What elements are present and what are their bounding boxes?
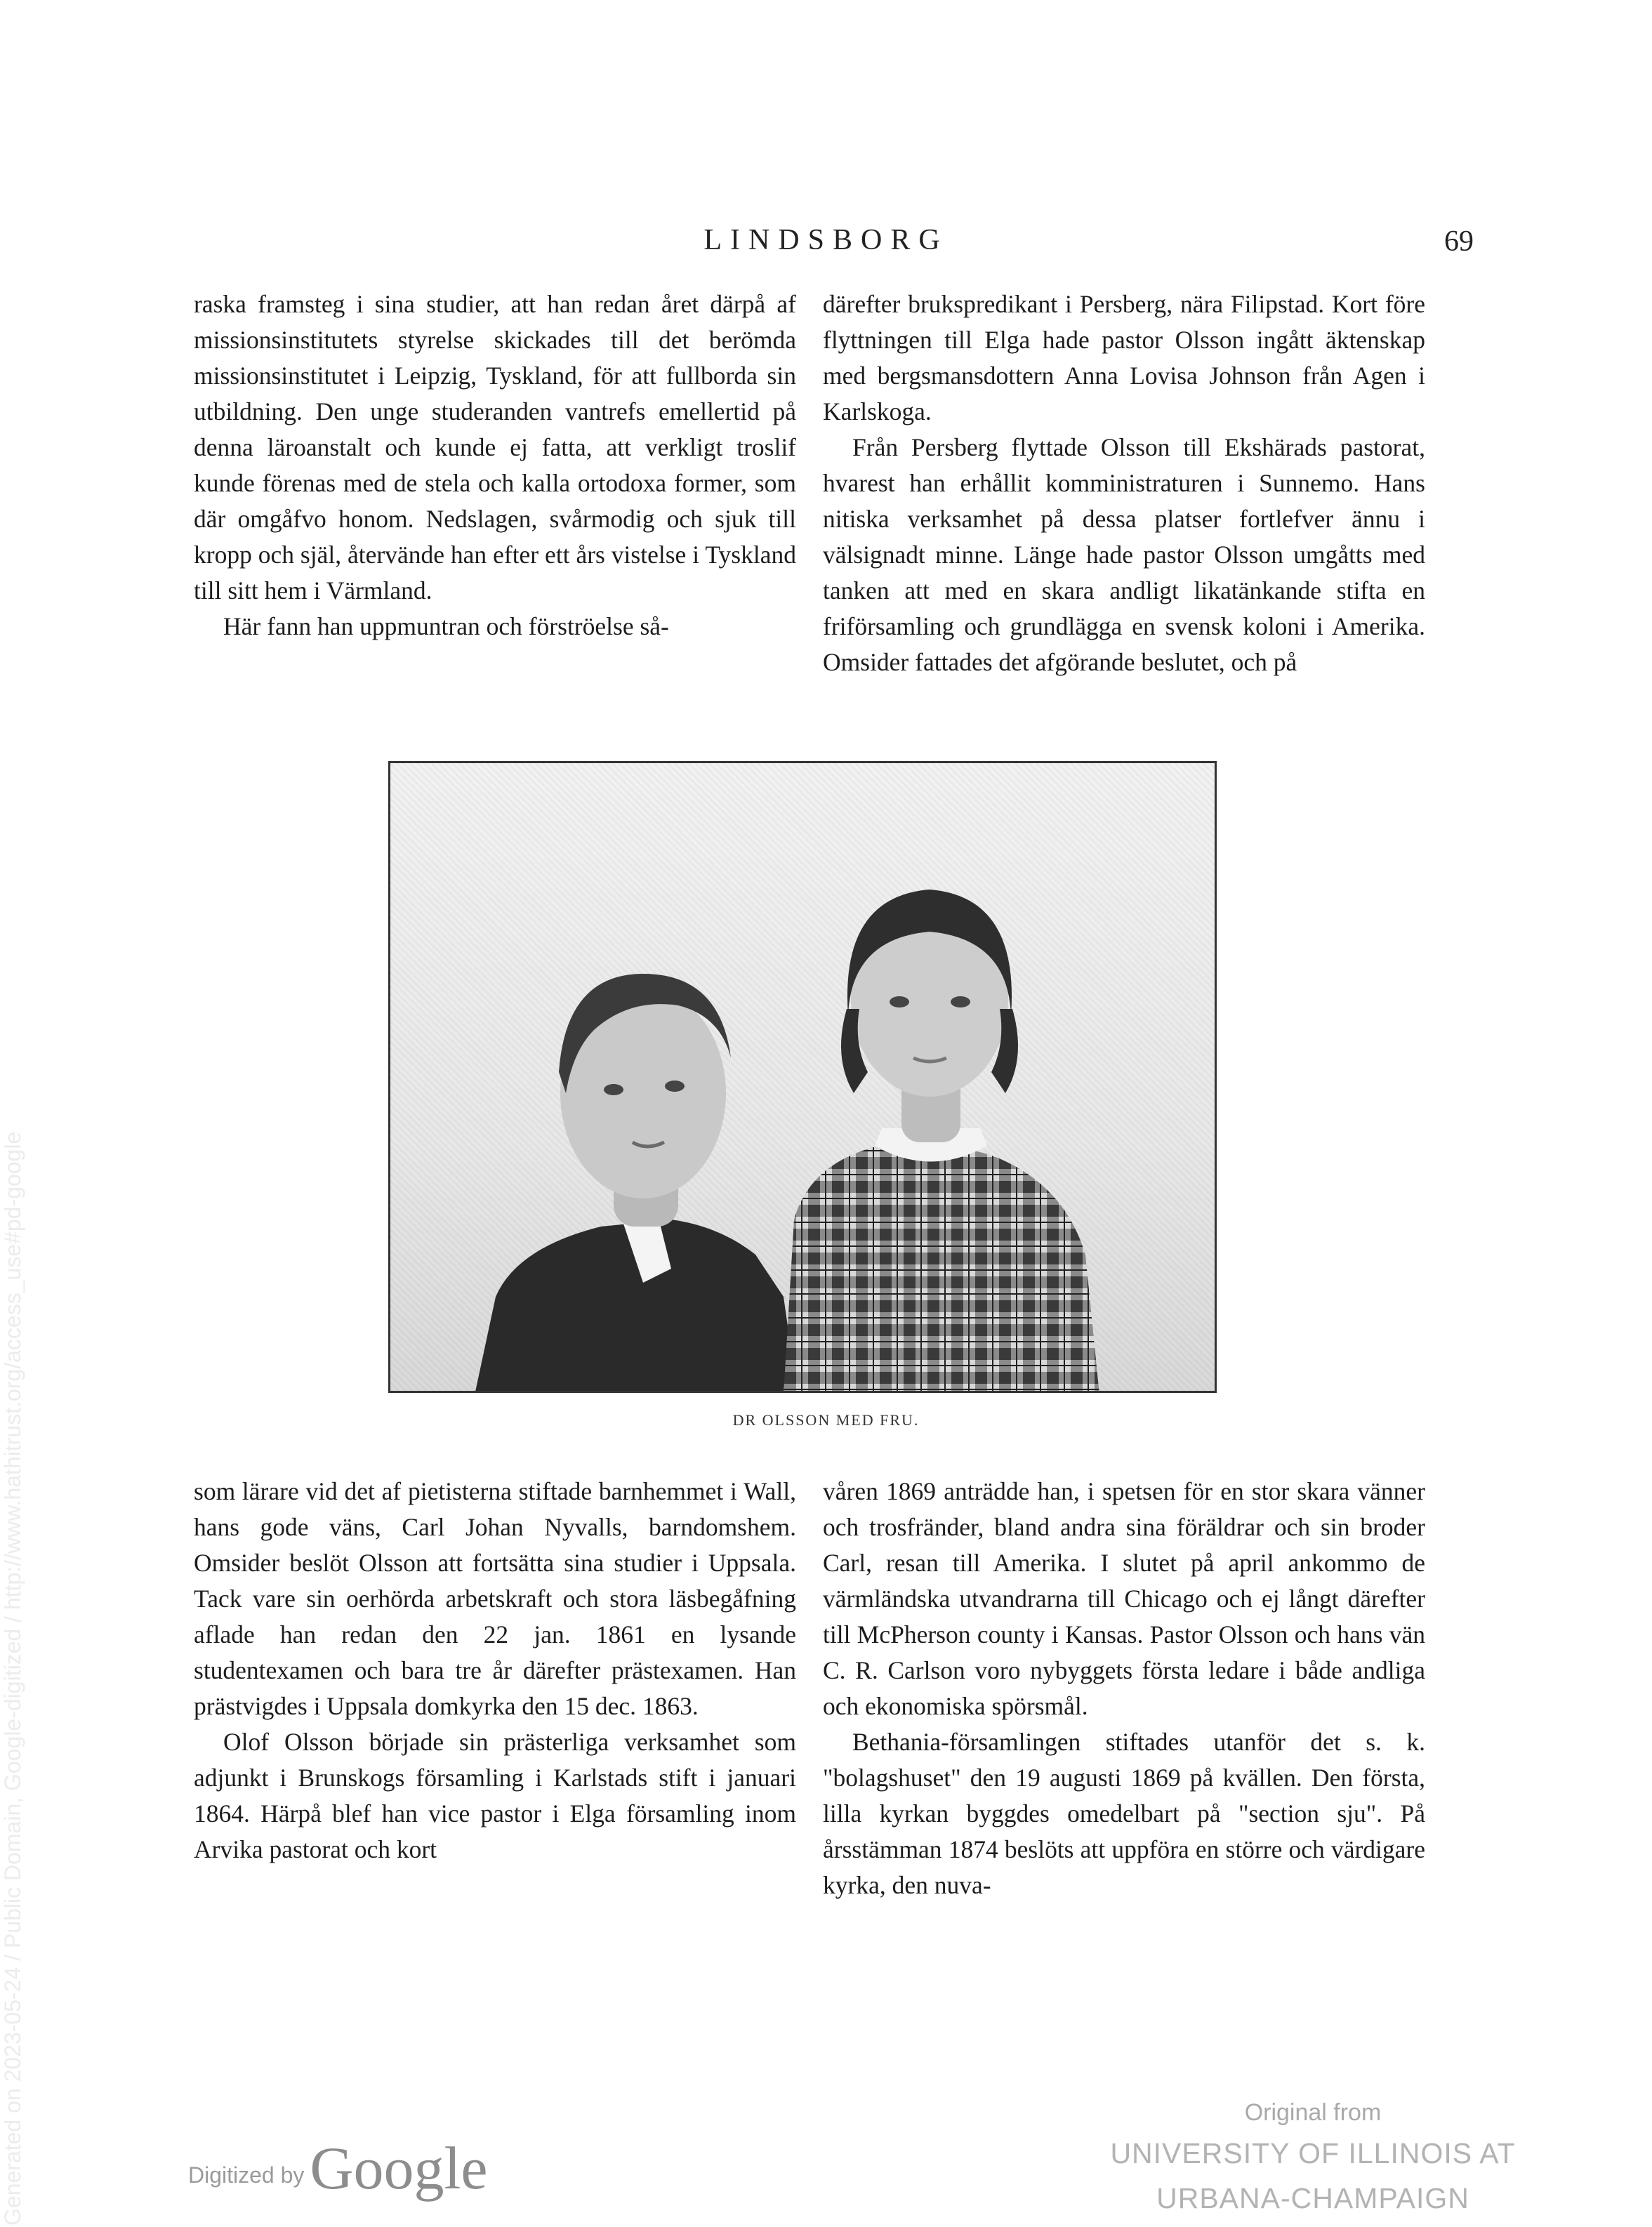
figure-caption: DR OLSSON MED FRU. (732, 1411, 920, 1429)
original-from-label: Original from (1244, 2099, 1382, 2126)
digitized-by-label: Digitized by (188, 2162, 305, 2188)
page-number: 69 (1444, 225, 1474, 258)
paragraph: våren 1869 anträdde han, i spetsen för en stor skara vänner och trosfränder, bland andra sina föräldrar och sin broder Carl, resan till Amerika. I slutet på april ankommo de värmländska utvandrarna till Chicago och ej långt därefter till McPherson county i Kansas. Pastor Olsson och hans vän C. R. Carlson voro nybyggets första ledare i både andliga och ekonomiska spörsmål. (823, 1477, 1425, 1720)
portrait-photograph (388, 761, 1217, 1393)
paragraph: Olof Olsson började sin prästerliga verksamhet som adjunkt i Brunskogs församling i Karlstads stift i januari 1864. Härpå blef han vice pastor i Elga församling inom Arvika pastorat och kort (194, 1728, 796, 1863)
paragraph: raska framsteg i sina studier, att han redan året därpå af missionsinstitutets styrelse skickades till det berömda missionsinstitutet i Leipzig, Tyskland, för att fullborda sin utbildning. Den unge studeranden vantrefs emellertid på denna läroanstalt och kunde ej fatta, att verkligt troslif kunde förenas med de stela och kalla ortodoxa former, som där omgåfvo honom. Nedslagen, svårmodig och sjuk till kropp och själ, återvände han efter ett års vistelse i Tyskland till sitt hem i Värmland. (194, 290, 796, 604)
text-column-bottom-right (823, 1474, 1425, 1903)
text-column-top-right (823, 286, 1425, 680)
side-watermark: Generated on 2023-05-24 / Public Domain, Google-digitized / http://www.hathitrust.org/access_use#pd-google (0, 1131, 25, 2226)
running-header-title: LINDSBORG (703, 224, 949, 256)
paragraph: därefter brukspredikant i Persberg, nära Filipstad. Kort före flyttningen till Elga hade pastor Olsson ingått äktenskap med bergsmansdottern Anna Lovisa Johnson från Agen i Karlskoga. (823, 290, 1425, 425)
paragraph: Här fann han uppmuntran och förströelse så- (223, 612, 669, 640)
paragraph: som lärare vid det af pietisterna stiftade barnhemmet i Wall, hans gode väns, Carl Johan Nyvalls, barndomshem. Omsider beslöt Olsson att fortsätta sina studier i Uppsala. Tack vare sin oerhörda arbetskraft och stora läsbegåfning aflade han redan den 22 jan. 1861 en lysande studentexamen och bara tre år därefter prästexamen. Han prästvigdes i Uppsala domkyrka den 15 dec. 1863. (194, 1477, 796, 1720)
man-figure (475, 974, 798, 1393)
text-column-bottom-left (194, 1474, 796, 1868)
paragraph: Bethania-församlingen stiftades utanför det s. k. "bolagshuset" den 19 augusti 1869 på kvällen. Den första, lilla kyrkan byggdes omedelbart på "section sju". På årsstämman 1874 beslöts att uppföra en större och värdigare kyrka, den nuva- (823, 1728, 1425, 1899)
institution-line-1: UNIVERSITY OF ILLINOIS AT (1110, 2137, 1516, 2169)
google-logo: Google (310, 2134, 488, 2202)
digitized-by-google-watermark (188, 2133, 488, 2203)
text-column-top-left (194, 286, 796, 645)
woman-figure (784, 890, 1099, 1393)
portrait-illustration (390, 763, 1217, 1393)
paragraph: Från Persberg flyttade Olsson till Ekshärads pastorat, hvarest han erhållit komministraturen i Sunnemo. Hans nitiska verksamhet på dessa platser fortlefver ännu i välsignadt minne. Länge hade pastor Olsson umgåtts med tanken att med en skara andligt likatänkande stifta en friförsamling och grundlägga en svensk koloni i Amerika. Omsider fattades det afgörande beslutet, och på (823, 433, 1425, 676)
institution-line-2: URBANA-CHAMPAIGN (1156, 2182, 1469, 2214)
